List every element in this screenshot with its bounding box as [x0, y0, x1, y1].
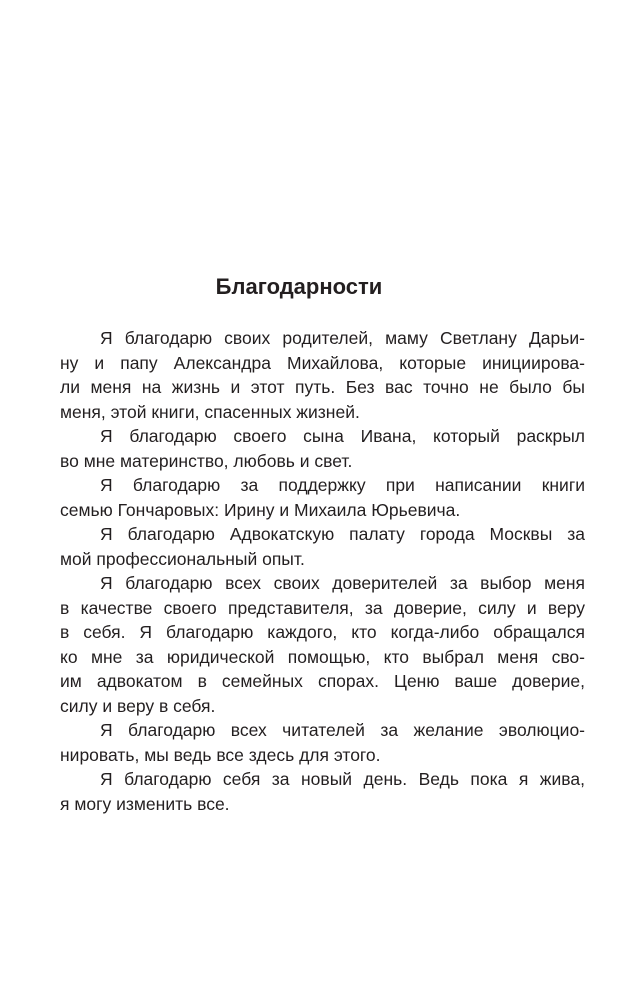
text-line: Я благодарю Адвокатскую палату города Москвы за: [100, 524, 585, 544]
text-line: им адвокатом в семейных спорах. Ценю ваше доверие,: [60, 671, 585, 691]
text-line: Я благодарю своего сына Ивана, который раскрыл: [100, 426, 585, 446]
paragraph: [60, 522, 585, 571]
paragraph: [60, 571, 585, 718]
text-line: Я благодарю за поддержку при написании книги: [100, 475, 585, 495]
text-line: силу и веру в себя.: [60, 695, 216, 716]
paragraph: [60, 473, 585, 522]
page-title: Благодарности: [215, 274, 383, 299]
paragraph: [60, 767, 585, 816]
text-line: в качестве своего представителя, за доверие, силу и веру: [60, 597, 585, 618]
paragraph: [60, 326, 585, 424]
text-line: Я благодарю своих родителей, маму Светлану Дарьи-: [100, 328, 585, 348]
text-line: во мне материнство, любовь и свет.: [60, 450, 353, 471]
text-line: Я благодарю всех читателей за желание эволюцио-: [100, 720, 585, 740]
text-line: Я благодарю всех своих доверителей за выбор меня: [100, 573, 585, 593]
text-line: мой профессиональный опыт.: [60, 548, 305, 569]
text-line: семью Гончаровых: Ирину и Михаила Юрьевича.: [60, 499, 461, 520]
text-line: ну и папу Александра Михайлова, которые инициирова-: [60, 352, 585, 373]
text-line: я могу изменить все.: [60, 793, 230, 814]
text-line: Я благодарю себя за новый день. Ведь пока я жива,: [100, 769, 585, 789]
text-line: ко мне за юридической помощью, кто выбрал меня сво-: [60, 646, 585, 667]
paragraph: [60, 424, 585, 473]
paragraph: [60, 718, 585, 767]
text-line: нировать, мы ведь все здесь для этого.: [60, 744, 381, 765]
text-line: в себя. Я благодарю каждого, кто когда-либо обращался: [60, 622, 585, 642]
text-line: ли меня на жизнь и этот путь. Без вас точно не было бы: [60, 377, 585, 397]
body-text: [60, 326, 585, 816]
text-line: меня, этой книги, спасенных жизней.: [60, 401, 360, 422]
